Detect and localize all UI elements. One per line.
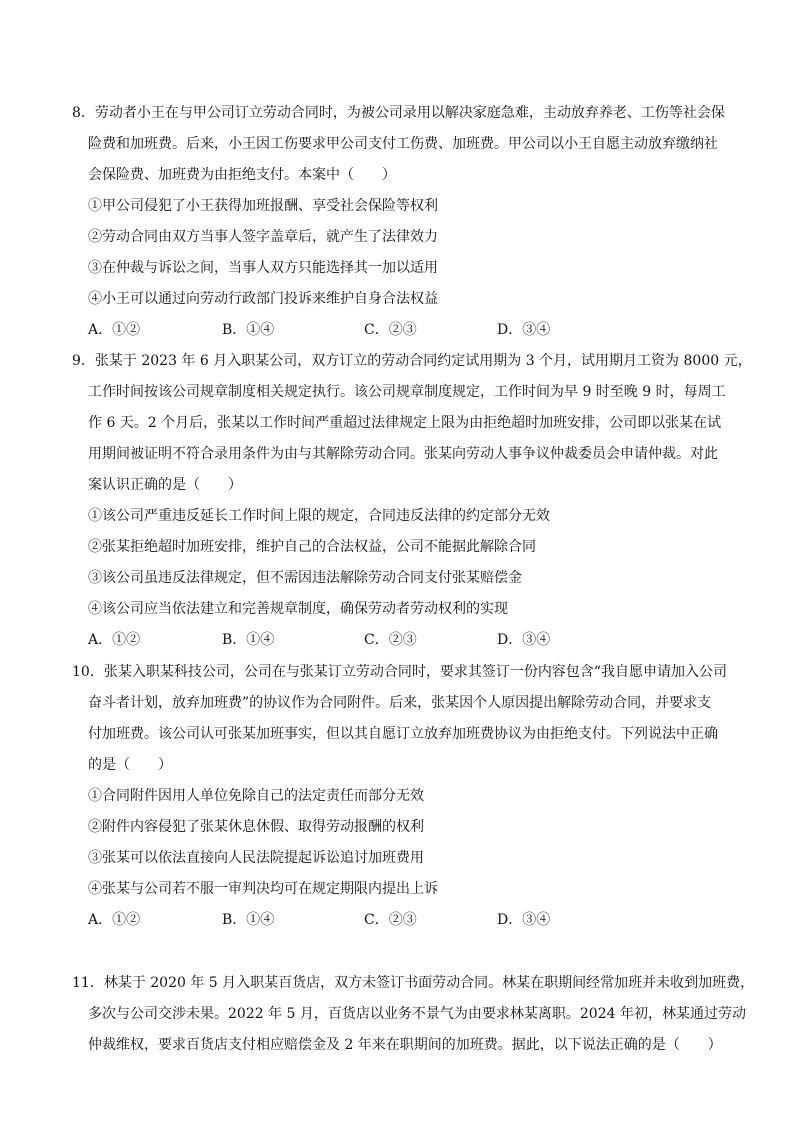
question-9-stem-line: 9．张某于 2023 年 6 月入职某公司，双方订立的劳动合同约定试用期为 3 个月，试用期月工资为 8000 元， [72,353,752,369]
question-9-option-a[interactable]: A．①② [88,632,141,648]
question-11-stem-line: 11．林某于 2020 年 5 月入职某百货店，双方未签订书面劳动合同。林某在职期间经常加班并未收到加班费， [72,975,755,991]
question-10-statement: ①合同附件因用人单位免除自己的法定责任而部分无效 [88,788,424,804]
question-10-stem-line: 10．张某入职某科技公司，公司在与张某订立劳动合同时，要求其签订一份内容包含“我自愿申请加入公司 [72,664,727,680]
question-10-stem-line: 的是（ ） [88,757,172,773]
question-9-option-d[interactable]: D．③④ [497,632,551,648]
question-8-statement: ①甲公司侵犯了小王获得加班报酬、享受社会保险等权利 [88,198,438,214]
question-8-option-b[interactable]: B．①④ [222,322,275,338]
question-10-option-b[interactable]: B．①④ [222,912,275,928]
question-8-statement: ②劳动合同由双方当事人签字盖章后，就产生了法律效力 [88,229,438,245]
question-8-option-c[interactable]: C．②③ [364,322,417,338]
question-9-stem-line: 工作时间按该公司规章制度相关规定执行。该公司规章制度规定，工作时间为早 9 时至晚 9 时，每周工 [88,384,726,400]
question-10-statement: ②附件内容侵犯了张某休息休假、取得劳动报酬的权利 [88,819,424,835]
question-8-stem-line: 险费和加班费。后来，小王因工伤要求甲公司支付工伤费、加班费。甲公司以小王自愿主动放弃缴纳社 [88,136,718,152]
question-10-option-c[interactable]: C．②③ [364,912,417,928]
question-10-statement: ③张某可以依法直接向人民法院提起诉讼追讨加班费用 [88,850,424,866]
question-9-statement: ②张某拒绝超时加班安排，维护自己的合法权益，公司不能据此解除合同 [88,539,536,555]
question-9-stem-line: 案认识正确的是（ ） [88,477,242,493]
question-9-statement: ④该公司应当依法建立和完善规章制度，确保劳动者劳动权利的实现 [88,601,508,617]
question-8-statement: ④小王可以通过向劳动行政部门投诉来维护自身合法权益 [88,291,438,307]
question-9-stem-line: 作 6 天。2 个月后，张某以工作时间严重超过法律规定上限为由拒绝超时加班安排，公司即以张某在试 [88,415,722,431]
question-9-option-b[interactable]: B．①④ [222,632,275,648]
question-10-stem-line: 付加班费。该公司认可张某加班事实，但以其自愿订立放弃加班费协议为由拒绝支付。下列说法中正确 [88,726,718,742]
question-10-option-d[interactable]: D．③④ [497,912,551,928]
question-9-option-c[interactable]: C．②③ [364,632,417,648]
question-8-option-d[interactable]: D．③④ [497,322,551,338]
question-8-stem-line: 8．劳动者小王在与甲公司订立劳动合同时，为被公司录用以解决家庭急难，主动放弃养老、工伤等社会保 [72,105,725,121]
question-9-statement: ③该公司虽违反法律规定，但不需因违法解除劳动合同支付张某赔偿金 [88,570,522,586]
question-9-statement: ①该公司严重违反延长工作时间上限的规定，合同违反法律的约定部分无效 [88,508,550,524]
question-9-stem-line: 用期间被证明不符合录用条件为由与其解除劳动合同。张某向劳动人事争议仲裁委员会申请仲裁。对此 [88,446,718,462]
question-11-stem-line: 仲裁维权，要求百货店支付相应赔偿金及 2 年来在职期间的加班费。据此，以下说法正确的是（ ） [88,1037,722,1053]
question-10-option-a[interactable]: A．①② [88,912,141,928]
question-8-statement: ③在仲裁与诉讼之间，当事人双方只能选择其一加以适用 [88,260,438,276]
question-10-stem-line: 奋斗者计划，放弃加班费”的协议作为合同附件。后来，张某因个人原因提出解除劳动合同，并要求支 [88,695,712,711]
question-8-option-a[interactable]: A．①② [88,322,141,338]
question-11-stem-line: 多次与公司交涉未果。2022 年 5 月，百货店以业务不景气为由要求林某离职。2024 年初，林某通过劳动 [88,1006,746,1022]
question-10-statement: ④张某与公司若不服一审判决均可在规定期限内提出上诉 [88,881,438,897]
question-8-stem-line: 会保险费、加班费为由拒绝支付。本案中（ ） [88,167,396,183]
